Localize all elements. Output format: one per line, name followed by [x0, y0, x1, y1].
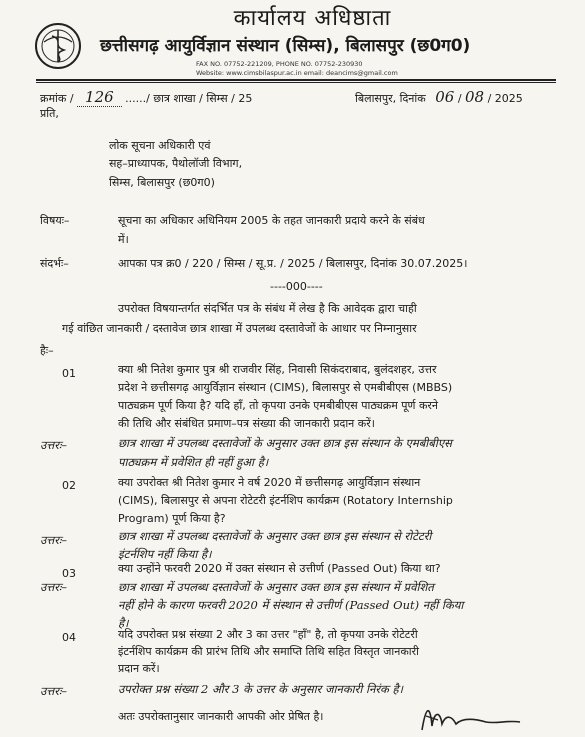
answer-line: पाठ्यक्रम में प्रवेशित ही नहीं हुआ है। [118, 455, 269, 469]
separator: ----000---- [270, 280, 323, 293]
question-line: प्रदान करें। [118, 662, 160, 675]
subject-label: विषयः– [40, 214, 70, 227]
item-number: 01 [62, 367, 76, 380]
question-line: Program) पूर्ण किया है? [118, 512, 226, 525]
answer-line: है। [118, 616, 129, 630]
answer-label: उत्तरः– [40, 438, 68, 452]
place-date: बिलासपुर, दिनांक 06 / 08 / 2025 [355, 88, 523, 106]
question-line: की तिथि और संबंधित प्रमाण–पत्र संख्या की जानकारी प्रदान करें। [118, 417, 375, 430]
item-number: 02 [62, 479, 76, 492]
subject-text: सूचना का अधिकार अधिनियम 2005 के तहत जानकारी प्रदाये करने के संबंध [118, 214, 425, 227]
closing-line: अतः उपरोक्तानुसार जानकारी आपकी ओर प्रेषित है। [118, 710, 324, 723]
reference-text: आपका पत्र क्र0 / 220 / सिम्स / सू.प्र. / 2025 / बिलासपुर, दिनांक 30.07.2025। [118, 257, 468, 270]
date-month: 08 [465, 88, 485, 106]
question-line: पाठ्यक्रम पूर्ण किया है? यदि हाँ, तो कृपया उनके एमबीबीएस पाठ्यक्रम पूर्ण करने [118, 399, 439, 412]
recipient-line: सिम्स, बिलासपुर (छ0ग0) [109, 176, 215, 189]
subject-text: में। [118, 233, 129, 246]
question-line: (CIMS), बिलासपुर से अपना रोटेटरी इंटर्नशिप कार्यक्रम (Rotatory Internship [118, 494, 453, 507]
signature [416, 700, 526, 734]
date-year: / 2025 [487, 92, 523, 105]
header-rule [36, 79, 556, 81]
item-number: 04 [62, 631, 76, 644]
answer-label: उत्तरः– [40, 684, 68, 698]
item-number: 03 [62, 567, 76, 580]
recipient-line: लोक सूचना अधिकारी एवं [109, 139, 211, 152]
answer-line: छात्र शाखा में उपलब्ध दस्तावेजों के अनुसार उक्त छात्र इस संस्थान के एमबीबीएस [118, 436, 452, 450]
contact-line: FAX NO. 07752-221209, PHONE NO. 07752-230930 [196, 60, 363, 68]
question-line: यदि उपरोक्त प्रश्न संख्या 2 और 3 का उत्तर "हाँ" है, तो कृपया उनके रोटेटरी [118, 628, 418, 641]
intro-line: उपरोक्त विषयान्तर्गत संदर्भित पत्र के संबंध में लेख है कि आवेदक द्वारा चाही [118, 302, 417, 315]
answer-line: छात्र शाखा में उपलब्ध दस्तावेजों के अनुसार उक्त छात्र इस संस्थान से रोटेटरी [118, 529, 432, 543]
intro-line: हैः– [40, 344, 54, 357]
answer-line: छात्र शाखा में उपलब्ध दस्तावेजों के अनुसार उक्त छात्र इस संस्थान में प्रवेशित [118, 580, 434, 594]
reference-label: संदर्भः– [40, 257, 69, 270]
question-line: इंटर्नशिप कार्यक्रम की प्रारंभ तिथि और समाप्ति तिथि सहित विस्तृत जानकारी [118, 645, 419, 658]
recipient-line: सह–प्राध्यापक, पैथोलॉजी विभाग, [109, 157, 243, 170]
ref-suffix: ....../ छात्र शाखा / सिम्स / 25 [125, 92, 253, 105]
date-day: 06 [435, 88, 455, 106]
website-line: Website: www.cimsbilaspur.ac.in email: deancims@gmail.com [196, 69, 398, 77]
institution-name: छत्तीसगढ़ आयुर्विज्ञान संस्थान (सिम्स), बिलासपुर (छ0ग0) [100, 36, 471, 56]
reference-number [40, 88, 252, 107]
prati-label: प्रति, [40, 107, 59, 120]
answer-line: नहीं होने के कारण फरवरी 2020 में संस्थान से उत्तीर्ण (Passed Out) नहीं किया [118, 598, 464, 612]
answer-line: इंटर्नशिप नहीं किया है। [118, 547, 212, 561]
question-line: क्या श्री नितेश कुमार पुत्र श्री राजवीर सिंह, निवासी सिकंदराबाद, बुलंदशहर, उत्तर [118, 363, 437, 376]
place-date-label: बिलासपुर, दिनांक [355, 92, 426, 105]
intro-line: गई वांछित जानकारी / दस्तावेज छात्र शाखा में उपलब्ध दस्तावेजों के आधार पर निम्नानुसार [62, 322, 417, 335]
answer-label: उत्तरः– [40, 580, 68, 594]
office-title: कार्यालय अधिष्ठाता [233, 6, 392, 31]
ref-number-handwritten: 126 [85, 88, 114, 106]
question-line: क्या उपरोक्त श्री नितेश कुमार ने वर्ष 2020 में छत्तीसगढ़ आयुर्विज्ञान संस्थान [118, 476, 421, 489]
answer-label: उत्तरः– [40, 533, 68, 547]
header-rule-thin [36, 82, 556, 83]
answer-line: उपरोक्त प्रश्न संख्या 2 और 3 के उत्तर के अनुसार जानकारी निरंक है। [118, 682, 404, 696]
ref-prefix: क्रमांक / [40, 92, 74, 105]
question-line: क्या उन्होंने फरवरी 2020 में उक्त संस्थान से उत्तीर्ण (Passed Out) किया था? [118, 562, 441, 575]
question-line: प्रदेश ने छत्तीसगढ़ आयुर्विज्ञान संस्थान (CIMS), बिलासपुर से एमबीबीएस (MBBS) [118, 381, 453, 394]
